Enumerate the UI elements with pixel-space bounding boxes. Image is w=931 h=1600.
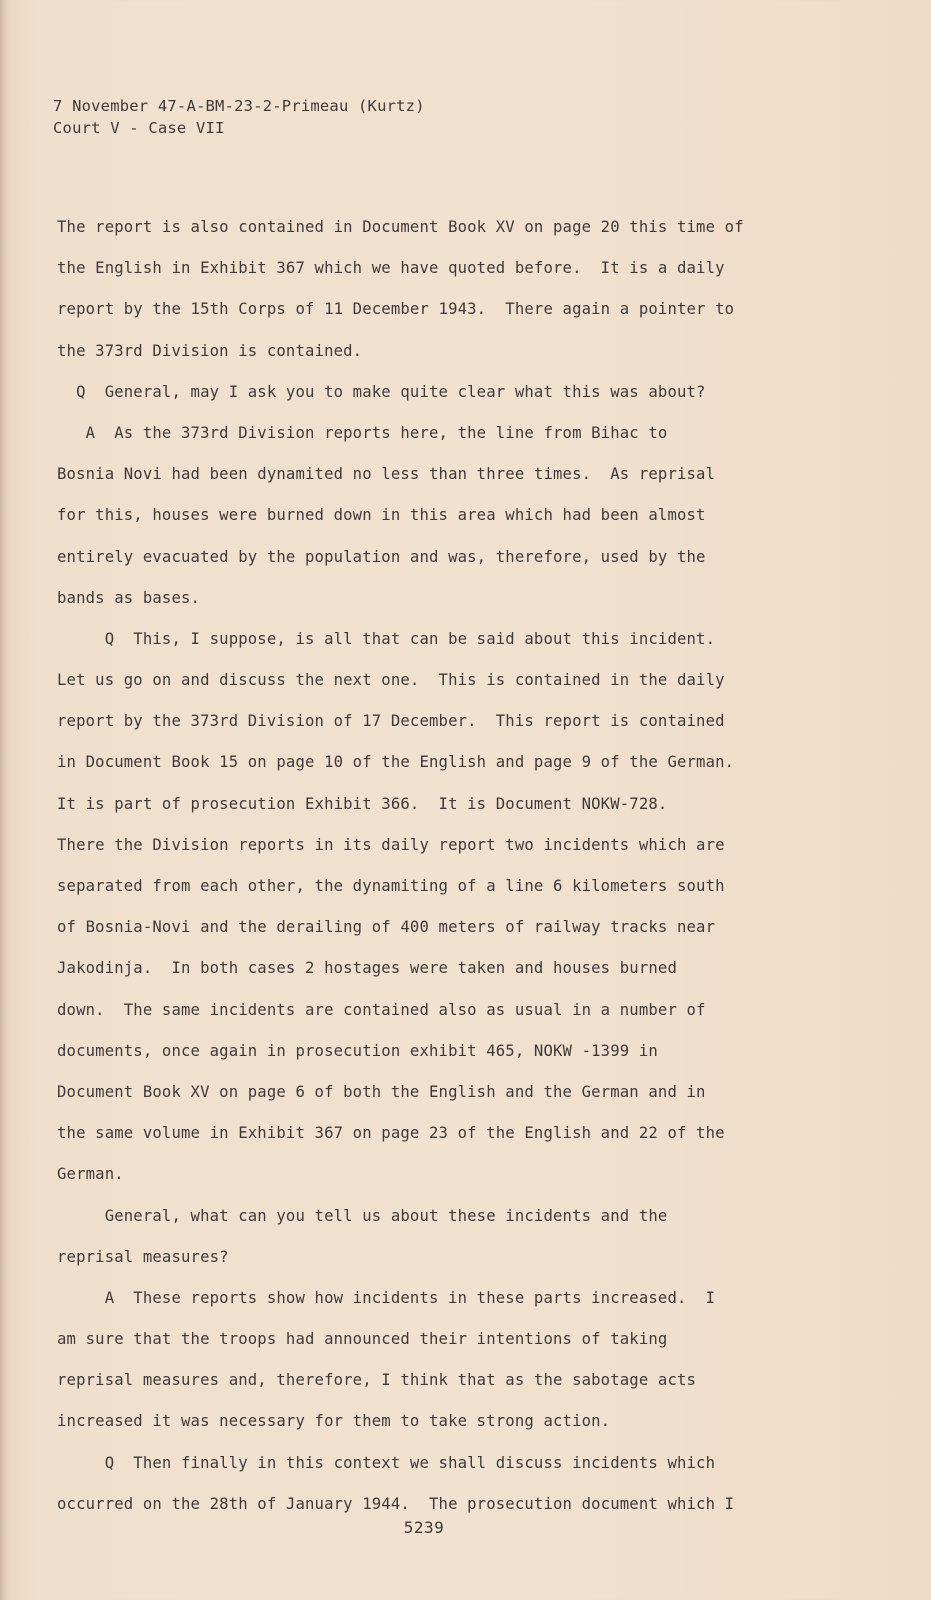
transcript-line: Bosnia Novi had been dynamited no less than three times. As reprisal [57, 465, 716, 484]
transcript-line: Q General, may I ask you to make quite clear what this was about? [57, 382, 706, 401]
transcript-line: increased it was necessary for them to take strong action. [57, 1412, 611, 1431]
transcript-line: report by the 15th Corps of 11 December 1943. There again a pointer to [57, 300, 735, 319]
transcript-line: for this, houses were burned down in this area which had been almost [57, 506, 706, 525]
transcript-line: A As the 373rd Division reports here, the line from Bihac to [57, 423, 668, 442]
header-line-date-reference: 7 November 47-A-BM-23-2-Primeau (Kurtz) [53, 97, 425, 115]
transcript-line: The report is also contained in Document Book XV on page 20 this time of [57, 218, 744, 236]
transcript-line: General, what can you tell us about these incidents and the [57, 1206, 668, 1225]
transcript-line: Q This, I suppose, is all that can be said about this incident. [57, 629, 716, 648]
transcript-line: the same volume in Exhibit 367 on page 23 of the English and 22 of the [57, 1124, 725, 1143]
transcript-line: separated from each other, the dynamiting of a line 6 kilometers south [57, 877, 725, 895]
transcript-line: A These reports show how incidents in these parts increased. I [57, 1288, 716, 1307]
transcript-line: the 373rd Division is contained. [57, 341, 363, 360]
transcript-line: German. [57, 1165, 124, 1184]
transcript-line: bands as bases. [57, 588, 201, 607]
transcript-line: the English in Exhibit 367 which we have quoted before. It is a daily [57, 259, 725, 278]
transcript-line: in Document Book 15 on page 10 of the English and page 9 of the German. [57, 753, 735, 772]
transcript-line: reprisal measures? [57, 1247, 229, 1266]
transcript-line: Document Book XV on page 6 of both the English and the German and in [57, 1082, 706, 1101]
header-line-court-case: Court V - Case VII [53, 119, 225, 137]
transcript-line: am sure that the troops had announced their intentions of taking [57, 1330, 668, 1349]
transcript-line: It is part of prosecution Exhibit 366. It is Document NOKW-728. [57, 794, 668, 813]
transcript-line: Jakodinja. In both cases 2 hostages were taken and houses burned [57, 959, 677, 978]
transcript-line: Q Then finally in this context we shall discuss incidents which [57, 1453, 716, 1472]
transcript-line: There the Division reports in its daily report two incidents which are [57, 835, 725, 854]
transcript-line: entirely evacuated by the population and was, therefore, used by the [57, 547, 706, 566]
page-number: 5239 [403, 1518, 445, 1537]
document-header [53, 95, 425, 139]
transcript-line: Let us go on and discuss the next one. This is contained in the daily [57, 671, 725, 690]
transcript-line: reprisal measures and, therefore, I think that as the sabotage acts [57, 1371, 697, 1390]
transcript-line: report by the 373rd Division of 17 December. This report is contained [57, 712, 725, 731]
transcript-line: occurred on the 28th of January 1944. The prosecution document which I [57, 1494, 735, 1513]
transcript-line: documents, once again in prosecution exhibit 465, NOKW -1399 in [57, 1041, 658, 1060]
transcript-line: of Bosnia-Novi and the derailing of 400 meters of railway tracks near [57, 918, 716, 937]
transcript-line: down. The same incidents are contained also as usual in a number of [57, 1000, 706, 1019]
transcript-body [57, 214, 857, 1532]
